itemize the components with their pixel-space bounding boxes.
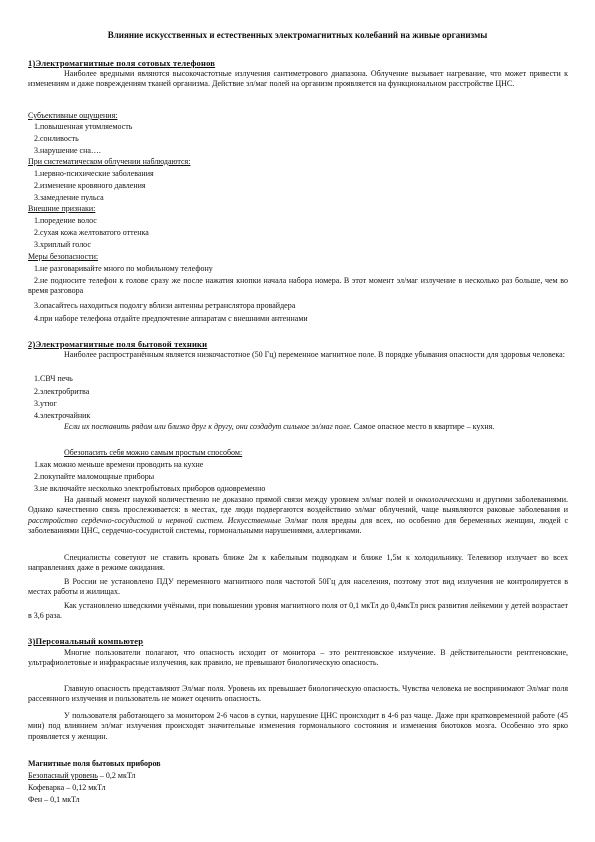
appliance-item: 3.утюг xyxy=(34,399,57,408)
section-2-paragraph-4: Как установлено шведскими учёными, при повышении уровня магнитного поля от 0,1 мкТл до 0,4мкТл риск развития лейкемии у детей возрастает в 3,6 раза. xyxy=(28,601,568,621)
safety-item: 3.опасайтесь находиться подолгу вблизи антенны ретранслятора провайдера xyxy=(34,301,296,310)
fields-title: Магнитные поля бытовых приборов xyxy=(28,759,161,768)
appliance-note-italic: Если их поставить рядом или близко друг к другу, они создадут сильное эл/маг поле. xyxy=(64,422,352,431)
section-2-paragraph-2: Специалисты советуют не ставить кровать ближе 2м к кабельным подводкам и ближе 1,5м к холодильнику. Телевизор излучает во всех направлениях даже в режиме ожидания. xyxy=(28,553,568,573)
appliance-note-rest: Самое опасное место в квартире – кухня. xyxy=(353,422,495,431)
protection-item: 3.не включайте несколько электробытовых приборов одновременно xyxy=(34,484,266,493)
systematic-title: При систематическом облучении наблюдаются: xyxy=(28,157,191,166)
section-2-paragraph-3: В России не установлено ПДУ переменного магнитного поля частотой 50Гц для населения, поэтому этот вид излучения не контролируется в местах работы и жилищах. xyxy=(28,577,568,597)
external-sign-item: 1.поредение волос xyxy=(34,216,97,225)
safe-level xyxy=(28,771,135,781)
section-2-intro: Наиболее распространённым является низкочастотное (50 Гц) переменное магнитное поле. В порядке убывания опасности для здоровья человека: xyxy=(64,350,565,359)
appliance-item: 2.электробритва xyxy=(34,387,90,396)
safety-title: Меры безопасности: xyxy=(28,252,99,261)
subjective-item: 2.сонливость xyxy=(34,134,79,143)
appliance-item: 1.СВЧ печь xyxy=(34,374,73,383)
section-3-heading: 3)Персональный компьютер xyxy=(28,636,144,646)
subjective-item: 3.нарушение сна…. xyxy=(34,146,101,155)
field-item: Фен – 0,1 мкТл xyxy=(28,795,80,804)
section-3-paragraph-1: Многие пользователи полагают, что опасность исходит от монитора – это рентгеновское излучение. В действительности рентгеновские, ультрафиолетовые и инфракрасные излучения, как правило, не превышают биологическую опасность. xyxy=(28,648,568,668)
subjective-title: Субъективные ощущения: xyxy=(28,111,118,120)
safety-item: 2.не подносите телефон к голове сразу же после нажатия кнопки начала набора номера. В этот момент эл/маг излучение в несколько раз больше, чем во время разговора xyxy=(28,276,568,296)
p1-text: и другими заболеваниями. Однако качественно связь прослеживается: в местах, где люди подвергаются воздействию эл/маг облучений, чаще выявляются раковые заболевания и xyxy=(28,495,568,515)
section-3-paragraph-2: Главную опасность представляют Эл/маг поля. Уровень их превышает биологическую опасность. Чувства человека не воспринимают Эл/маг поля рассеянного излучения и пользователь не может оценить опасность. xyxy=(28,684,568,704)
field-item: Кофеварка – 0,12 мкТл xyxy=(28,783,106,792)
section-1-heading: 1)Электромагнитные поля сотовых телефонов xyxy=(28,58,216,68)
systematic-item: 3.замедление пульса xyxy=(34,193,104,202)
safety-item: 4.при наборе телефона отдайте предпочтение аппаратам с внешними антеннами xyxy=(34,314,308,323)
subjective-item: 1.повышенная утомляемость xyxy=(34,122,133,131)
section-2-heading: 2)Электромагнитные поля бытовой техники xyxy=(28,339,208,349)
appliance-item: 4.электрочайник xyxy=(34,411,91,420)
safety-item: 1.не разговаривайте много по мобильному телефону xyxy=(34,264,213,273)
section-1-intro: Наиболее вредными являются высокочастотные излучения сантиметрового диапазона. Облучение вызывает нагревание, что может привести к изменениям и даже повреждениям тканей организма. Действие эл/маг полей на организм проявляется на функциональном расстройстве ЦНС. xyxy=(28,69,568,89)
external-sign-item: 3.хриплый голос xyxy=(34,240,91,249)
protection-item: 2.покупайте маломощные приборы xyxy=(34,472,155,481)
safe-level-label: Безопасный уровень xyxy=(28,771,98,780)
section-2-paragraph-1 xyxy=(28,495,568,537)
section-3-paragraph-3: У пользователя работающего за монитором 2-6 часов в сутки, нарушение ЦНС происходит в 4-6 раз чаще. Даже при кратковременной работе (45 мин) под влиянием эл/маг излучения происходят значительные изменения гормонального состояния и изменения биотоков мозга. Особенно это ярко проявляется у женщин. xyxy=(28,711,568,741)
appliance-note xyxy=(28,422,568,432)
systematic-item: 1.нервно-психические заболевания xyxy=(34,169,154,178)
p1-text: Эл/маг поля вредны для всех, но особенно для беременных женщин, людей с заболеваниями ЦНС, сердечно-сосудистой системы, гормональными нарушениями, аллергиками. xyxy=(28,515,568,536)
p1-italic: расстройство сердечно-сосудистой и нервной систем. Искусственные xyxy=(28,515,282,525)
safe-level-value: – 0,2 мкТл xyxy=(97,771,136,780)
systematic-item: 2.изменение кровяного давления xyxy=(34,181,146,190)
p1-text: На данный момент наукой количественно не доказано прямой связи между уровнем эл/маг полей и xyxy=(64,495,416,504)
protection-title: Обезопасить себя можно самым простым способом: xyxy=(64,448,243,457)
external-signs-title: Внешние признаки: xyxy=(28,204,96,213)
p1-italic: онкологическими xyxy=(415,495,474,504)
protection-item: 1.как можно меньше времени проводить на кухне xyxy=(34,460,204,469)
external-sign-item: 2.сухая кожа желтоватого оттенка xyxy=(34,228,149,237)
page-title: Влияние искусственных и естественных электромагнитных колебаний на живые организмы xyxy=(107,30,488,40)
